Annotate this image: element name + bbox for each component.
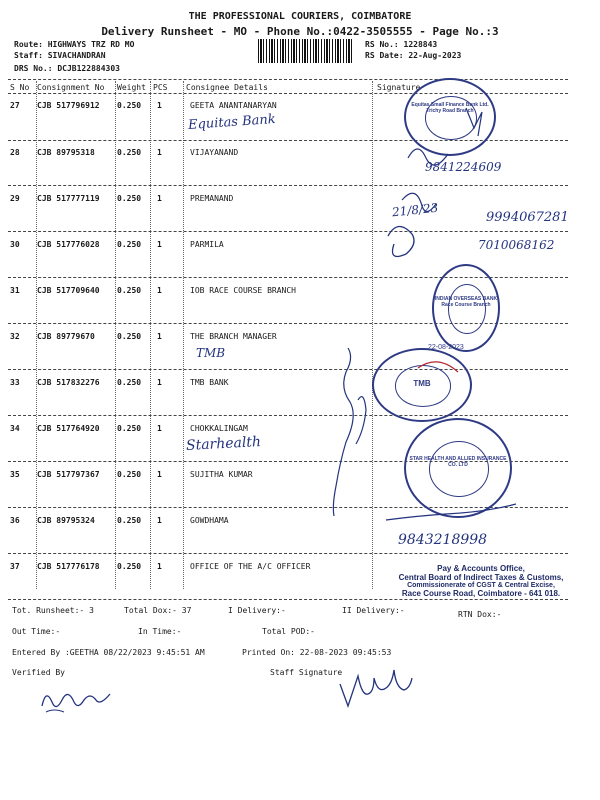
barcode	[258, 39, 354, 63]
row-consignment: CJB 89795318	[37, 148, 95, 157]
staff-signature-label: Staff Signature	[270, 668, 343, 677]
row-consignment: CJB 517777119	[37, 194, 100, 203]
row-weight: 0.250	[117, 470, 142, 479]
row-weight: 0.250	[117, 240, 142, 249]
row-consignee: PREMANAND	[190, 194, 234, 203]
row-sno: 30	[10, 240, 20, 249]
verifier-signature	[36, 680, 126, 720]
entered-by: Entered By :GEETHA 08/22/2023 9:45:51 AM	[12, 648, 205, 657]
row-consignee: GOWDHAMA	[190, 516, 229, 525]
divider	[8, 79, 568, 80]
row-pcs: 1	[157, 562, 162, 571]
out-time: Out Time:-	[12, 627, 61, 636]
row-consignee: CHOKKALINGAM	[190, 424, 248, 433]
handwritten-phone: 7010068162	[478, 238, 555, 252]
row-sno: 27	[10, 101, 20, 110]
handwritten-date: 21/8/23	[391, 200, 439, 220]
row-consignment: CJB 517797367	[37, 470, 100, 479]
iob-stamp: INDIAN OVERSEAS BANK Race Course Branch	[432, 264, 500, 352]
row-consignment: CJB 517832276	[37, 378, 100, 387]
signature-scribbles	[378, 100, 558, 620]
row-handwritten-note: Starhealth	[185, 434, 262, 454]
row-consignee: VIJAYANAND	[190, 148, 239, 157]
row-pcs: 1	[157, 332, 162, 341]
row-consignee: OFFICE OF THE A/C OFFICER	[190, 562, 311, 571]
row-consignment: CJB 89779670	[37, 332, 95, 341]
company-name: THE PROFESSIONAL COURIERS, COIMBATORE	[188, 11, 412, 22]
row-sno: 35	[10, 470, 20, 479]
row-sno: 33	[10, 378, 20, 387]
row-weight: 0.250	[117, 194, 142, 203]
route: Route: HIGHWAYS TRZ RD MO	[14, 40, 135, 49]
equitas-stamp: Equitas Small Finance Bank Ltd. Trichy Road Branch	[404, 78, 496, 156]
row-weight: 0.250	[117, 378, 142, 387]
row-pcs: 1	[157, 240, 162, 249]
row-consignee: GEETA ANANTANARYAN	[190, 101, 277, 110]
row-consignment: CJB 89795324	[37, 516, 95, 525]
staff-signature	[336, 670, 426, 710]
col-pcs: PCS	[153, 83, 168, 92]
handwritten-phone: 9843218998	[398, 532, 488, 548]
row-consignment: CJB 517776028	[37, 240, 100, 249]
row-weight: 0.250	[117, 286, 142, 295]
row-sno: 29	[10, 194, 20, 203]
row-pcs: 1	[157, 424, 162, 433]
rtn-dox: RTN Dox:-	[458, 610, 502, 619]
total-pod: Total POD:-	[262, 627, 315, 636]
row-consignee: PARMILA	[190, 240, 224, 249]
drs-number: DRS No.: DCJB122884303	[14, 64, 120, 73]
row-consignment: CJB 517776178	[37, 562, 100, 571]
row-pcs: 1	[157, 378, 162, 387]
row-consignee: THE BRANCH MANAGER	[190, 332, 277, 341]
total-dox: Total Dox:- 37	[124, 606, 192, 615]
row-handwritten-note: Equitas Bank	[187, 111, 277, 134]
row-consignment: CJB 517709640	[37, 286, 100, 295]
star-health-stamp: STAR HEALTH AND ALLIED INSURANCE CO. LTD	[404, 418, 512, 518]
row-pcs: 1	[157, 101, 162, 110]
row-consignment: CJB 517764920	[37, 424, 100, 433]
in-time: In Time:-	[138, 627, 182, 636]
col-sno: S No	[10, 83, 30, 92]
row-sno: 28	[10, 148, 20, 157]
column-rule	[150, 81, 151, 589]
row-consignment: CJB 517796912	[37, 101, 100, 110]
row-sno: 32	[10, 332, 20, 341]
verified-by: Verified By	[12, 668, 65, 677]
iob-stamp-date: 22-08-2023	[428, 344, 464, 351]
handwritten-phone: 9994067281	[486, 210, 569, 225]
row-sno: 36	[10, 516, 20, 525]
row-consignee: IOB RACE COURSE BRANCH	[190, 286, 296, 295]
row-pcs: 1	[157, 516, 162, 525]
tmb-stamp: TMB	[372, 348, 472, 422]
i-delivery: I Delivery:-	[228, 606, 286, 615]
col-consignee: Consignee Details	[186, 83, 268, 92]
rs-date: RS Date: 22-Aug-2023	[365, 51, 462, 60]
row-weight: 0.250	[117, 332, 142, 341]
tot-runsheet: Tot. Runsheet:- 3	[12, 606, 94, 615]
col-consignment: Consignment No	[37, 83, 105, 92]
row-sno: 31	[10, 286, 20, 295]
column-rule	[115, 81, 116, 589]
col-weight: Weight	[117, 83, 146, 92]
pao-stamp: Pay & Accounts Office, Central Board of Indirect Taxes & Customs, Commissionerate of CGST & Central Excise, Race Course Road, Coimbatore - 641 018.	[398, 564, 564, 598]
row-weight: 0.250	[117, 516, 142, 525]
row-pcs: 1	[157, 194, 162, 203]
row-sno: 37	[10, 562, 20, 571]
row-handwritten-note: TMB	[196, 346, 226, 360]
col-signature: Signature	[377, 83, 421, 92]
row-pcs: 1	[157, 286, 162, 295]
row-weight: 0.250	[117, 562, 142, 571]
row-weight: 0.250	[117, 148, 142, 157]
row-pcs: 1	[157, 470, 162, 479]
row-consignee: SUJITHA KUMAR	[190, 470, 253, 479]
handwritten-phone: 9841224609	[425, 160, 502, 174]
ii-delivery: II Delivery:-	[342, 606, 405, 615]
column-rule	[372, 81, 373, 589]
row-sno: 34	[10, 424, 20, 433]
row-pcs: 1	[157, 148, 162, 157]
row-weight: 0.250	[117, 101, 142, 110]
printed-on: Printed On: 22-08-2023 09:45:53	[242, 648, 392, 657]
rs-number: RS No.: 1228843	[365, 40, 438, 49]
row-consignee: TMB BANK	[190, 378, 229, 387]
row-weight: 0.250	[117, 424, 142, 433]
runsheet-title: Delivery Runsheet - MO - Phone No.:0422-3505555 - Page No.:3	[101, 25, 499, 38]
column-rule	[183, 81, 184, 589]
staff: Staff: SIVACHANDRAN	[14, 51, 106, 60]
